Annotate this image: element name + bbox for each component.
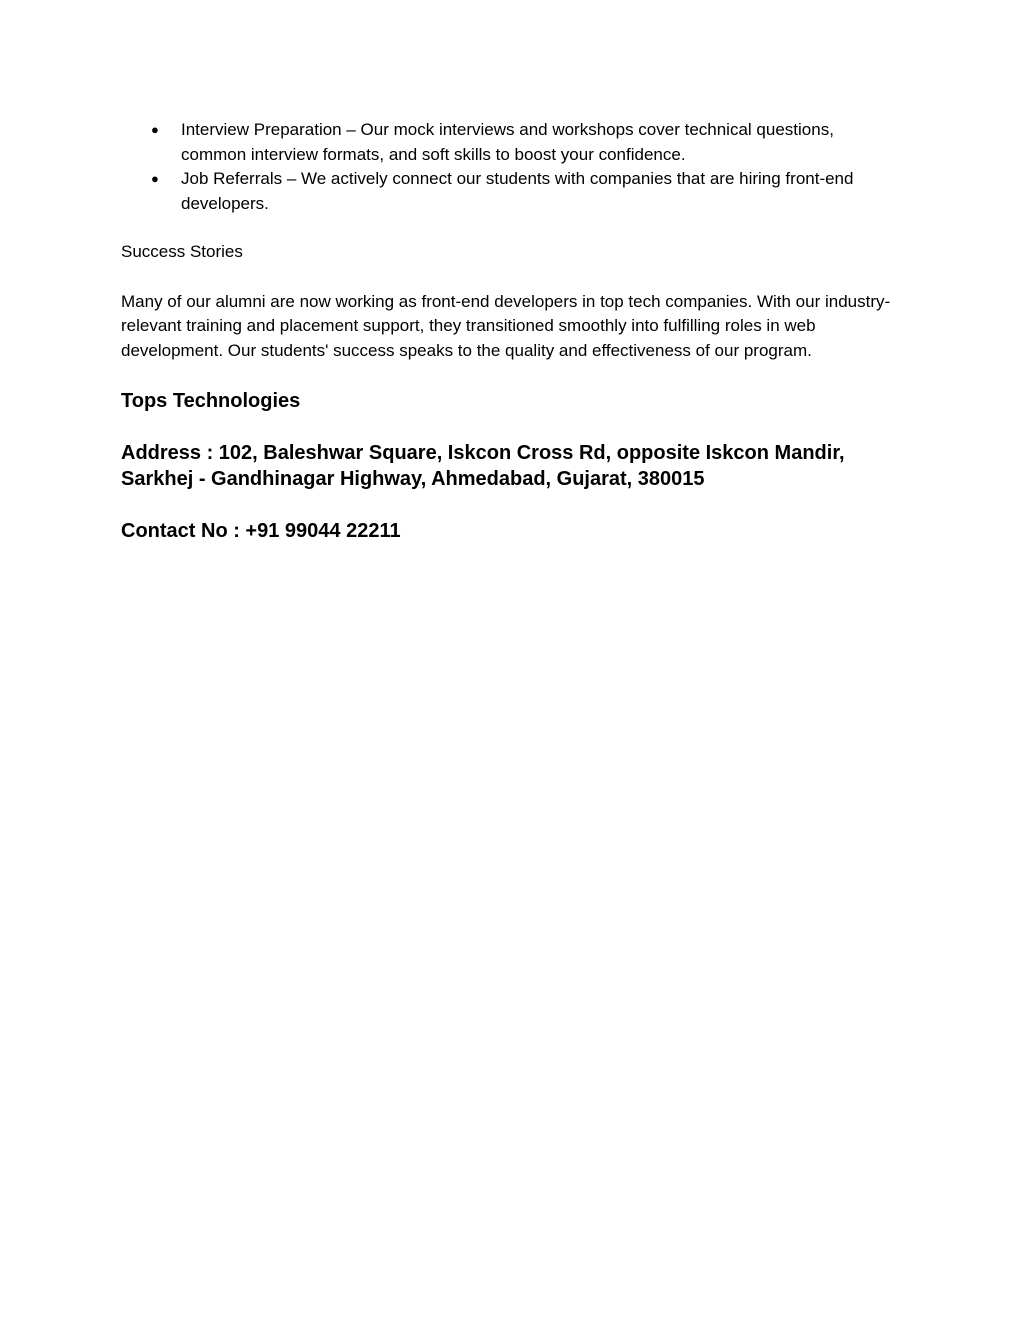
bullet-icon: ●: [151, 171, 159, 186]
list-item: [121, 118, 901, 167]
bullet-icon: ●: [151, 122, 159, 137]
company-address: Address : 102, Baleshwar Square, Iskcon Cross Rd, opposite Iskcon Mandir, Sarkhej - Gandhinagar Highway, Ahmedabad, Gujarat, 380015: [121, 442, 845, 490]
bullet-text: Job Referrals – We actively connect our students with companies that are hiring front-end developers.: [181, 169, 854, 213]
document-page: [121, 118, 901, 544]
success-stories-heading: Success Stories: [121, 242, 243, 261]
services-bullet-list: [121, 118, 901, 216]
contact-number: Contact No : +91 99044 22211: [121, 520, 401, 542]
list-item: [121, 167, 901, 216]
bullet-text: Interview Preparation – Our mock interviews and workshops cover technical questions, common interview formats, and soft skills to boost your confidence.: [181, 120, 834, 164]
success-stories-paragraph: Many of our alumni are now working as front-end developers in top tech companies. With our industry-relevant training and placement support, they transitioned smoothly into fulfilling roles in web development. Our students' success speaks to the quality and effectiveness of our program.: [121, 291, 891, 360]
company-name: Tops Technologies: [121, 390, 301, 412]
